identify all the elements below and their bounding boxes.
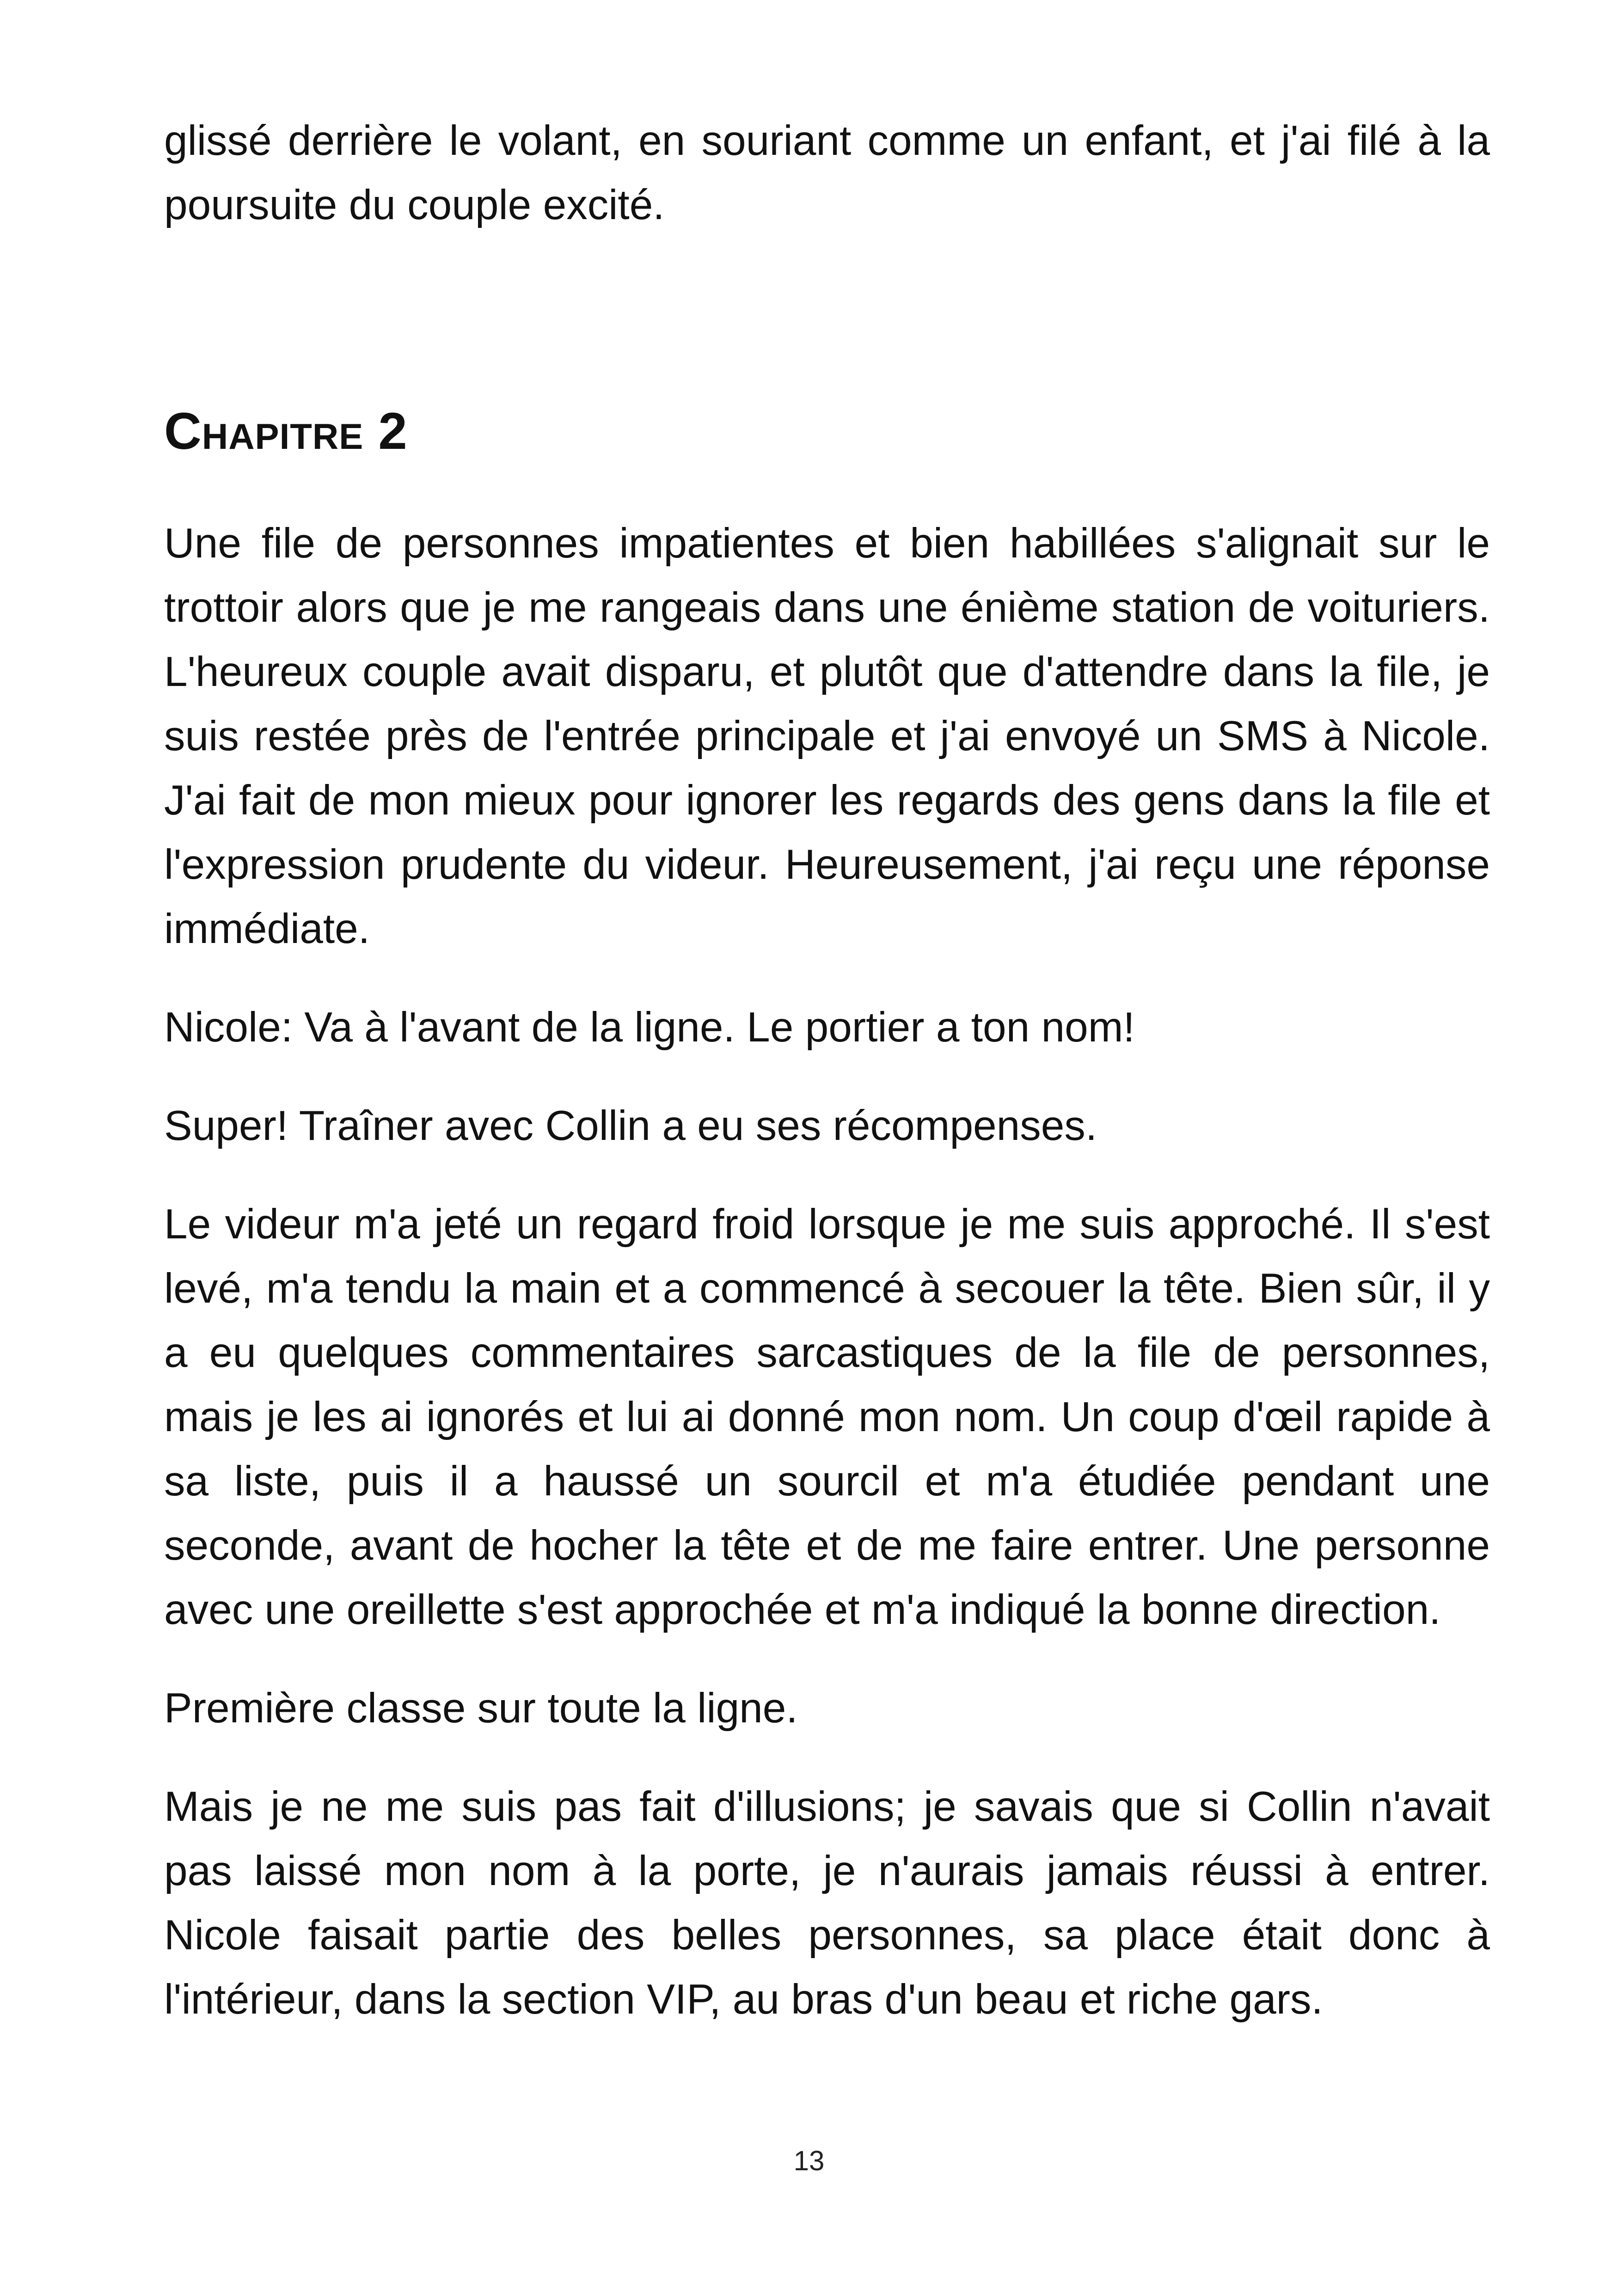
body-paragraph: Le videur m'a jeté un regard froid lorsque je me suis approché. Il s'est levé, m'a tendu la main et a commencé à secouer la tête. Bien sûr, il y a eu quelques commentaires sarcastiques de la file de personnes, mais je les ai ignorés et lui ai donné mon nom. Un coup d'œil rapide à sa liste, puis il a haussé un sourcil et m'a étudiée pendant une seconde, avant de hocher la tête et de me faire entrer. Une personne avec une oreillette s'est approchée et m'a indiqué la bonne direction. (164, 1201, 1490, 1633)
intro-paragraph: glissé derrière le volant, en souriant comme un enfant, et j'ai filé à la poursuite du couple excité. (164, 117, 1490, 228)
body-paragraph: Mais je ne me suis pas fait d'illusions; je savais que si Collin n'avait pas laissé mon nom à la porte, je n'aurais jamais réussi à entrer. Nicole faisait partie des belles personnes, sa place était donc à l'intérieur, dans la section VIP, au bras d'un beau et riche gars. (164, 1783, 1490, 2023)
chapter-heading: Chapitre 2 (164, 402, 408, 460)
page-number: 13 (793, 2145, 825, 2176)
body-paragraph: Première classe sur toute la ligne. (164, 1685, 798, 1732)
body-paragraph: Super! Traîner avec Collin a eu ses récompenses. (164, 1102, 1097, 1149)
body-paragraph: Nicole: Va à l'avant de la ligne. Le portier a ton nom! (164, 1004, 1135, 1051)
book-page (164, 109, 1490, 2032)
body-paragraph: Une file de personnes impatientes et bien habillées s'alignait sur le trottoir alors que je me rangeais dans une énième station de voituriers. L'heureux couple avait disparu, et plutôt que d'attendre dans la file, je suis restée près de l'entrée principale et j'ai envoyé un SMS à Nicole. J'ai fait de mon mieux pour ignorer les regards des gens dans la file et l'expression prudente du videur. Heureusement, j'ai reçu une réponse immédiate. (164, 520, 1490, 952)
chapter-body (164, 511, 1490, 2032)
